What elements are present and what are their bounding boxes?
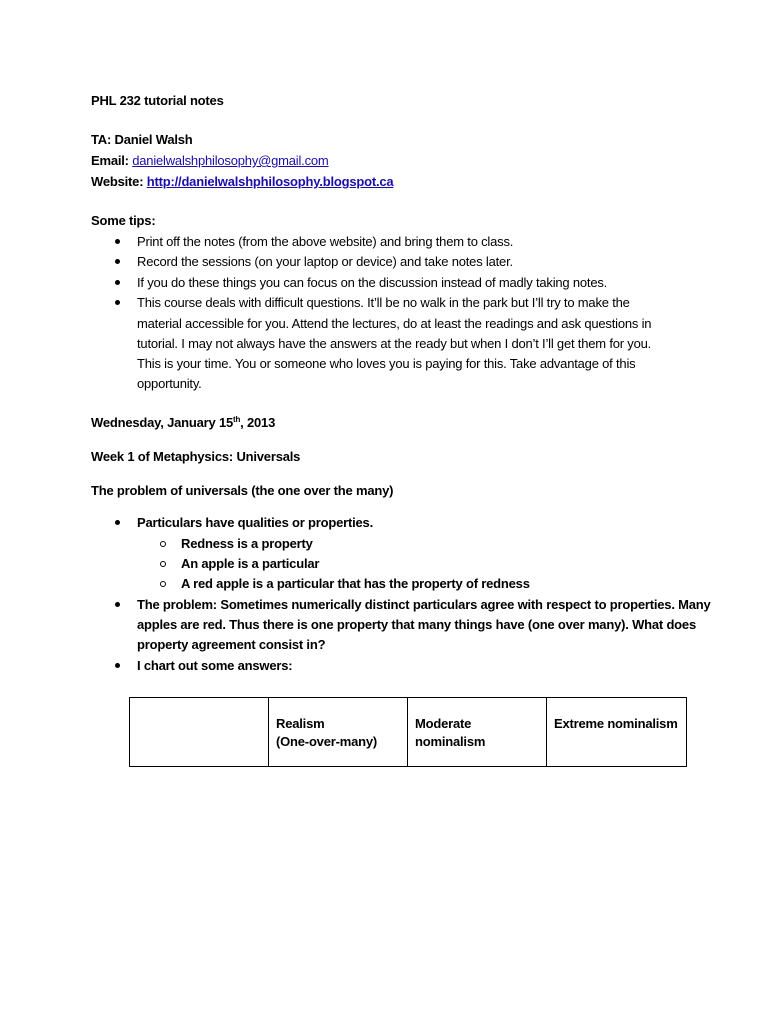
bullet-icon (115, 239, 120, 244)
tip-item-2: Record the sessions (on your laptop or device) and take notes later. (137, 254, 513, 269)
sub-item-1: Redness is a property (181, 536, 313, 551)
bullet-icon (115, 602, 120, 607)
sub-bullet-icon (160, 541, 166, 547)
realism-label: Realism (One-over-many) (276, 716, 378, 749)
week-prefix: Week 1 of Metaphysics: (91, 449, 237, 464)
document-title: PHL 232 tutorial notes (91, 93, 224, 108)
date-prefix: Wednesday, January 15 (91, 415, 233, 430)
ta-label: TA: (91, 132, 115, 147)
problem-line-3: property agreement consist in? (137, 637, 326, 652)
section-heading: The problem of universals (the one over the many) (91, 483, 394, 498)
tip-item-1: Print off the notes (from the above website) and bring them to class. (137, 234, 514, 249)
website-link[interactable]: http://danielwalshphilosophy.blogspot.ca (146, 174, 394, 189)
week-line (91, 449, 300, 465)
sub-bullet-icon (160, 581, 166, 587)
problem-line-2: apples are red. Thus there is one property that many things have (one over many). What does (137, 617, 696, 632)
tip-item-4-line-2: material accessible for you. Attend the lectures, do at least the readings and ask questions in (137, 316, 652, 331)
date-superscript: th (233, 415, 241, 424)
tip-item-4-line-1: This course deals with difficult questions. It’ll be no walk in the park but I’ll try to make the (137, 295, 630, 310)
sub-item-3: A red apple is a particular that has the property of redness (181, 576, 530, 591)
bullet-icon (115, 520, 120, 525)
bullet-icon (115, 280, 120, 285)
tip-item-4-line-4: This is your time. You or someone who loves you is paying for this. Take advantage of this (137, 356, 636, 371)
bullet-icon (115, 663, 120, 668)
ta-name: Daniel Walsh (114, 132, 193, 147)
table-header-extreme-nominalism (547, 698, 687, 767)
answers-table (129, 697, 687, 767)
date-line (91, 415, 275, 431)
email-link[interactable]: danielwalshphilosophy@gmail.com (132, 153, 329, 168)
table-cell-empty (130, 698, 269, 767)
date-suffix: , 2013 (240, 415, 276, 430)
extreme-nominalism-label: Extreme nominalism (554, 716, 678, 731)
ta-line (91, 132, 193, 148)
table-header-moderate-nominalism (408, 698, 547, 767)
sub-bullet-icon (160, 561, 166, 567)
website-label: Website: (91, 174, 147, 189)
chart-intro: I chart out some answers: (137, 658, 293, 673)
table-header-row (130, 698, 687, 767)
particulars-bullet: Particulars have qualities or properties. (137, 515, 374, 530)
website-line (91, 174, 393, 190)
moderate-nominalism-label: Moderate nominalism (415, 716, 486, 749)
problem-line-1: The problem: Sometimes numerically distinct particulars agree with respect to properties. Many (137, 597, 711, 612)
tip-item-4-line-3: tutorial. I may not always have the answers at the ready but when I don’t I’ll get them for you. (137, 336, 652, 351)
tip-item-4-line-5: opportunity. (137, 376, 202, 391)
email-label: Email: (91, 153, 133, 168)
bullet-icon (115, 300, 120, 305)
email-line (91, 153, 329, 169)
week-topic: Universals (236, 449, 301, 464)
tip-item-3: If you do these things you can focus on the discussion instead of madly taking notes. (137, 275, 608, 290)
table-header-realism (269, 698, 408, 767)
tips-heading: Some tips: (91, 213, 156, 228)
sub-item-2: An apple is a particular (181, 556, 320, 571)
bullet-icon (115, 259, 120, 264)
